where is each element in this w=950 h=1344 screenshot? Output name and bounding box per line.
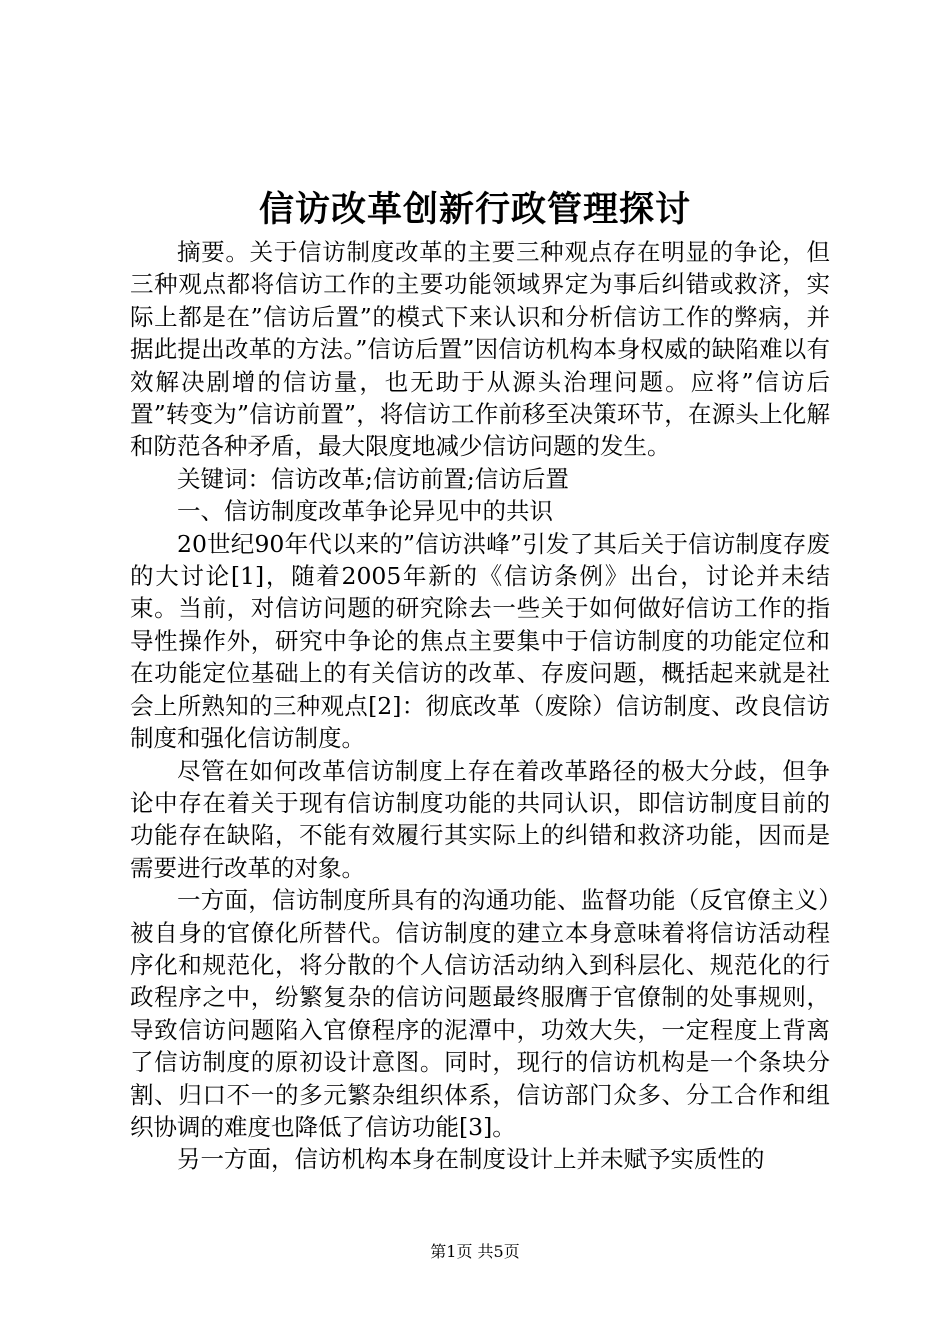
document-body xyxy=(130,236,830,1176)
body-paragraph: 一方面，信访制度所具有的沟通功能、监督功能（反官僚主义）被自身的官僚化所替代。信访制度的建立本身意味着将信访活动程序化和规范化，将分散的个人信访活动纳入到科层化、规范化的行政程序之中，纷繁复杂的信访问题最终服膺于官僚制的处事规则，导致信访问题陷入官僚程序的泥潭中，功效大失，一定程度上背离了信访制度的原初设计意图。同时，现行的信访机构是一个条块分割、归口不一的多元繁杂组织体系，信访部门众多、分工合作和组织协调的难度也降低了信访功能[3]。 xyxy=(130,886,830,1141)
body-paragraph: 20世纪90年代以来的”信访洪峰”引发了其后关于信访制度存废的大讨论[1]，随着2005年新的《信访条例》出台，讨论并未结束。当前，对信访问题的研究除去一些关于如何做好信访工作的指导性操作外，研究中争论的焦点主要集中于信访制度的功能定位和在功能定位基础上的有关信访的改革、存废问题，概括起来就是社会上所熟知的三种观点[2]：彻底改革（废除）信访制度、改良信访制度和强化信访制度。 xyxy=(130,529,830,753)
abstract-paragraph: 摘要。关于信访制度改革的主要三种观点存在明显的争论，但三种观点都将信访工作的主要功能领域界定为事后纠错或救济，实际上都是在”信访后置”的模式下来认识和分析信访工作的弊病，并据此提出改革的方法。”信访后置”因信访机构本身权威的缺陷难以有效解决剧增的信访量，也无助于从源头治理问题。应将”信访后置”转变为”信访前置”，将信访工作前移至决策环节，在源头上化解和防范各种矛盾，最大限度地减少信访问题的发生。 xyxy=(130,238,830,461)
section-heading: 一、信访制度改革争论异见中的共识 xyxy=(177,497,553,526)
keywords-line: 关键词：信访改革;信访前置;信访后置 xyxy=(177,464,569,493)
document-title: 信访改革创新行政管理探讨 xyxy=(258,189,691,230)
body-paragraph: 另一方面，信访机构本身在制度设计上并未赋予实质性的 xyxy=(177,1145,765,1174)
page-number-footer: 第1页 共5页 xyxy=(430,1242,520,1261)
body-paragraph: 尽管在如何改革信访制度上存在着改革路径的极大分歧，但争论中存在着关于现有信访制度功能的共同认识，即信访制度目前的功能存在缺陷，不能有效履行其实际上的纠错和救济功能，因而是需要进行改革的对象。 xyxy=(130,756,830,882)
